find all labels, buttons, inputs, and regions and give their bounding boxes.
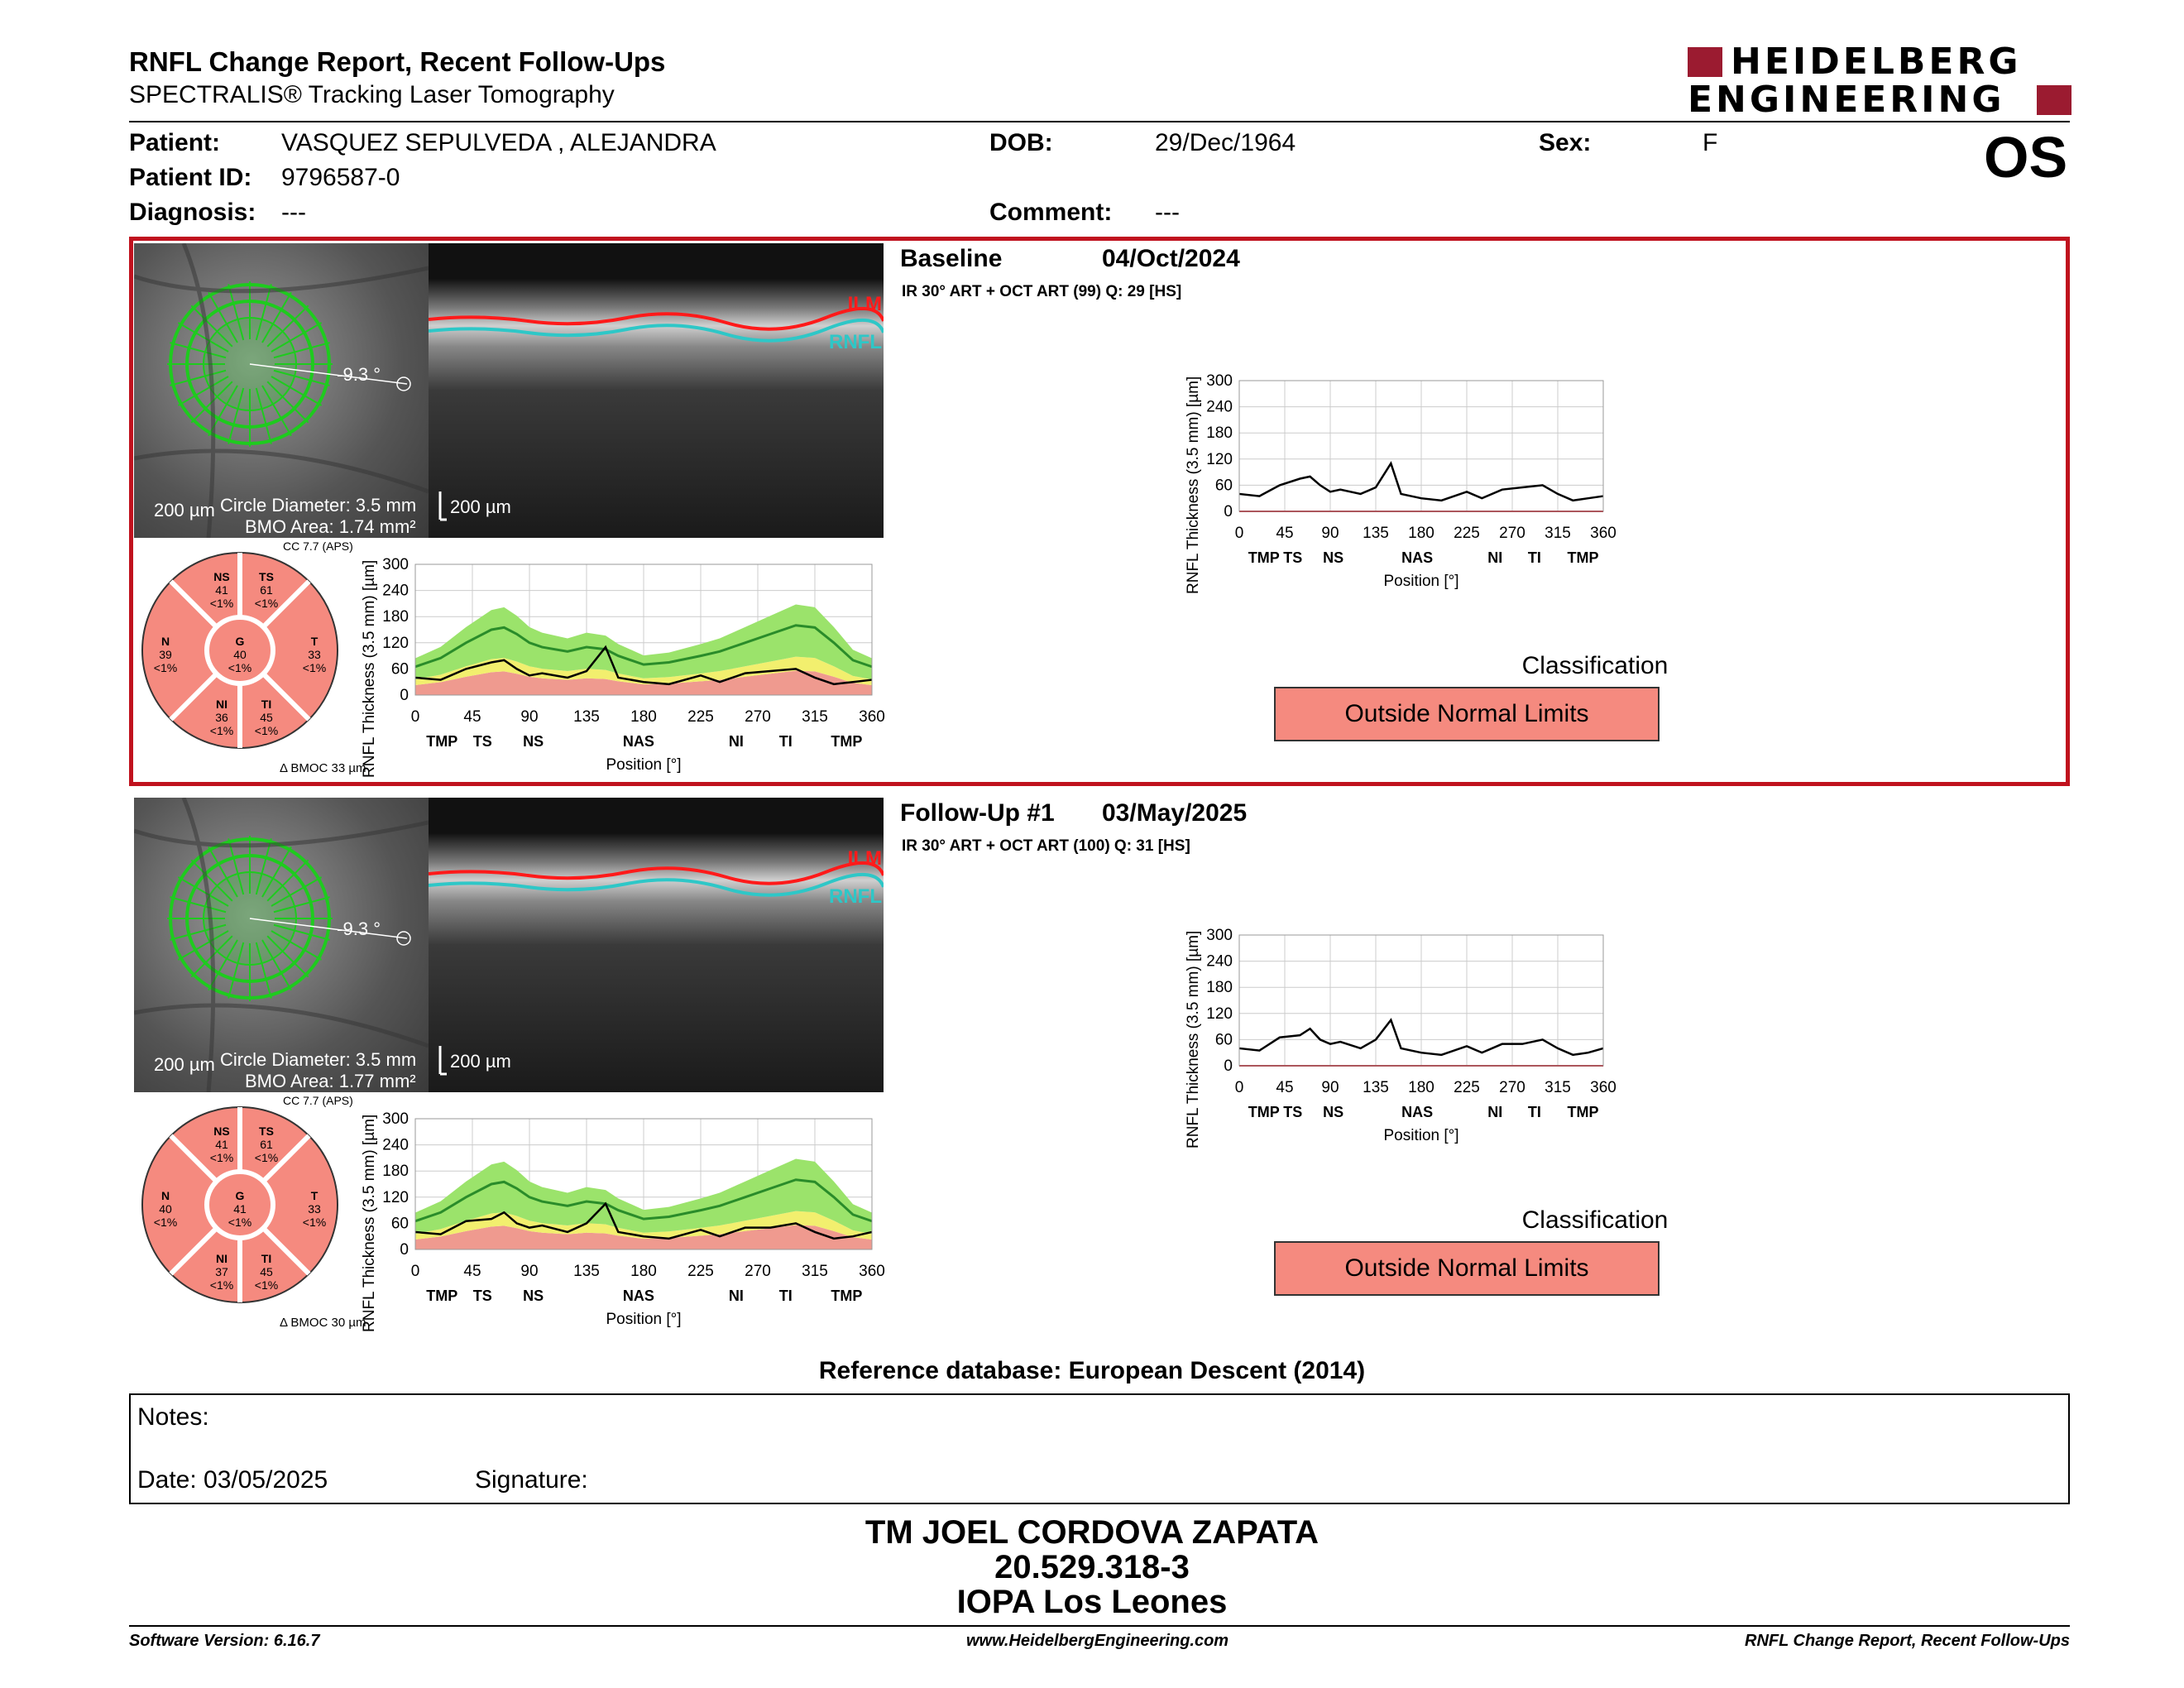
svg-text:<1%: <1%	[209, 597, 234, 610]
circle-diameter: Circle Diameter: 3.5 mm	[220, 1049, 417, 1070]
main-sector-label: TMP	[831, 1288, 863, 1304]
bmo-area: BMO Area: 1.77 mm²	[245, 1071, 416, 1091]
svg-text:<1%: <1%	[302, 661, 327, 674]
oct-bscan	[429, 243, 884, 538]
main-sector-label: TMP	[426, 1288, 458, 1304]
diagnosis-label: Diagnosis:	[129, 199, 256, 226]
main-xlabel: Position [°]	[606, 756, 682, 774]
main-xtick: 315	[802, 1263, 828, 1280]
scan-section-followup	[134, 793, 2062, 1340]
main-xtick: 270	[745, 1263, 771, 1280]
patient-id-value: 9796587-0	[281, 164, 400, 191]
svg-text:<1%: <1%	[209, 1278, 234, 1292]
signer-name: TM JOEL CORDOVA ZAPATA	[864, 1514, 1320, 1551]
main-ytick: 300	[382, 556, 409, 573]
thickness-sector-label: TMP	[1567, 1104, 1599, 1120]
rnfl-label: RNFL	[829, 885, 882, 908]
thickness-ytick: 0	[1224, 1057, 1233, 1075]
main-xtick: 225	[687, 708, 714, 726]
thickness-sector-label: NS	[1323, 549, 1344, 566]
main-xtick: 90	[520, 708, 539, 726]
svg-text:TS: TS	[259, 570, 274, 583]
svg-text:61: 61	[260, 1138, 273, 1151]
svg-text:37: 37	[215, 1265, 228, 1278]
svg-text:NI: NI	[216, 698, 228, 711]
cc-text: CC 7.7 (APS)	[283, 1094, 353, 1107]
thickness-sector-label: TS	[1283, 1104, 1303, 1120]
svg-text:NS: NS	[213, 570, 230, 583]
scan-date: 03/May/2025	[1102, 799, 1248, 827]
main-sector-label: TS	[472, 733, 492, 750]
main-xtick: 360	[859, 1263, 885, 1280]
svg-text:T: T	[310, 1189, 318, 1202]
thickness-ytick: 300	[1206, 927, 1233, 944]
thickness-ylabel: RNFL Thickness (3.5 mm) [µm]	[1185, 376, 1202, 594]
svg-text:33: 33	[308, 1202, 321, 1216]
svg-text:TI: TI	[261, 1252, 272, 1265]
classification-result: Outside Normal Limits	[1274, 1241, 1660, 1296]
thickness-sector-label: TMP	[1567, 549, 1599, 566]
svg-text:<1%: <1%	[228, 661, 252, 674]
thickness-sector-label: TI	[1527, 1104, 1541, 1120]
report-subtitle: SPECTRALIS® Tracking Laser Tomography	[129, 81, 615, 108]
svg-text:<1%: <1%	[254, 1151, 279, 1164]
thickness-sector-label: NAS	[1401, 549, 1434, 566]
thickness-xtick: 0	[1234, 525, 1244, 542]
thickness-ytick: 120	[1206, 1005, 1233, 1023]
svg-text:T: T	[310, 635, 318, 648]
thickness-xtick: 315	[1545, 1079, 1571, 1096]
scan-info: IR 30° ART + OCT ART (100) Q: 31 [HS]	[902, 837, 1190, 855]
main-xtick: 135	[573, 708, 600, 726]
heidelberg-logo: HEIDELBERG ENGINEERING	[1688, 45, 2071, 119]
rnfl-profile-chart	[354, 546, 900, 786]
main-xtick: 135	[573, 1263, 600, 1280]
thickness-xtick: 135	[1363, 1079, 1389, 1096]
circle-diameter: Circle Diameter: 3.5 mm	[220, 495, 417, 516]
svg-text:N: N	[160, 635, 170, 648]
classification-result: Outside Normal Limits	[1274, 687, 1660, 741]
main-xtick: 225	[687, 1263, 714, 1280]
svg-text:39: 39	[159, 648, 172, 661]
main-xtick: 0	[410, 708, 420, 726]
svg-text:<1%: <1%	[209, 724, 234, 737]
scan-angle: -9.3 °	[337, 918, 381, 939]
main-ylabel: RNFL Thickness (3.5 mm) [µm]	[361, 1114, 378, 1332]
fundus-image	[134, 798, 429, 1092]
thickness-ytick: 0	[1224, 503, 1233, 520]
main-ytick: 120	[382, 1188, 409, 1206]
scan-angle: -9.3 °	[337, 364, 381, 385]
notes-date: Date: 03/05/2025	[137, 1466, 328, 1494]
svg-text:<1%: <1%	[228, 1216, 252, 1229]
thickness-ytick: 240	[1206, 952, 1233, 971]
main-xtick: 0	[410, 1263, 420, 1280]
thickness-xtick: 0	[1234, 1079, 1244, 1096]
thickness-ytick: 180	[1206, 979, 1233, 997]
rnfl-thickness-chart	[1160, 362, 1722, 602]
thickness-xtick: 90	[1321, 1079, 1339, 1096]
scan-date: 04/Oct/2024	[1102, 245, 1240, 272]
dob-label: DOB:	[989, 129, 1053, 156]
thickness-sector-label: NS	[1323, 1104, 1344, 1120]
sector-chart	[134, 549, 357, 756]
main-xtick: 315	[802, 708, 828, 726]
bscan-scale: 200 µm	[450, 1051, 511, 1072]
thickness-xlabel: Position [°]	[1383, 573, 1459, 590]
cc-text: CC 7.7 (APS)	[283, 539, 353, 553]
rnfl-thickness-chart	[1160, 917, 1722, 1157]
thickness-sector-label: TMP	[1248, 549, 1280, 566]
svg-text:<1%: <1%	[153, 1216, 178, 1229]
main-sector-label: TMP	[831, 733, 863, 750]
rnfl-profile-chart	[354, 1101, 900, 1340]
main-sector-label: TS	[472, 1288, 492, 1304]
svg-text:NI: NI	[216, 1252, 228, 1265]
svg-text:G: G	[235, 635, 245, 648]
main-sector-label: TMP	[426, 733, 458, 750]
thickness-sector-label: NI	[1487, 1104, 1503, 1120]
bmo-area: BMO Area: 1.74 mm²	[245, 516, 416, 537]
oct-bscan	[429, 798, 884, 1092]
main-sector-label: TI	[778, 1288, 793, 1304]
signer-id: 20.529.318-3	[994, 1549, 1190, 1585]
main-xtick: 90	[520, 1263, 539, 1280]
svg-text:<1%: <1%	[209, 1151, 234, 1164]
svg-text:61: 61	[260, 583, 273, 597]
svg-text:<1%: <1%	[302, 1216, 327, 1229]
thickness-ytick: 300	[1206, 372, 1233, 390]
main-ylabel: RNFL Thickness (3.5 mm) [µm]	[361, 559, 378, 778]
main-xtick: 270	[745, 708, 771, 726]
main-sector-label: NS	[523, 733, 544, 750]
main-sector-label: NAS	[622, 733, 654, 750]
main-ytick: 0	[400, 1241, 409, 1259]
fundus-scale: 200 µm	[154, 1054, 215, 1075]
thickness-ytick: 240	[1206, 398, 1233, 416]
svg-text:NS: NS	[213, 1125, 230, 1138]
thickness-xtick: 270	[1499, 525, 1525, 542]
thickness-ytick: 180	[1206, 424, 1233, 443]
main-xtick: 45	[463, 1263, 481, 1280]
svg-text:<1%: <1%	[153, 661, 178, 674]
footer-report-name: RNFL Change Report, Recent Follow-Ups	[1745, 1632, 2070, 1650]
scan-heading: Baseline	[900, 245, 1003, 272]
diagnosis-value: ---	[281, 199, 306, 226]
svg-text:41: 41	[215, 1138, 228, 1151]
thickness-xtick: 360	[1590, 1079, 1616, 1096]
thickness-ylabel: RNFL Thickness (3.5 mm) [µm]	[1185, 930, 1202, 1149]
thickness-xtick: 135	[1363, 525, 1389, 542]
svg-text:41: 41	[233, 1202, 247, 1216]
signer-place: IOPA Los Leones	[956, 1584, 1228, 1620]
thickness-xtick: 270	[1499, 1079, 1525, 1096]
bmoc-text: Δ BMOC 33 µm	[280, 761, 366, 775]
main-ytick: 60	[390, 1215, 409, 1233]
sector-chart	[134, 1104, 357, 1311]
thickness-sector-label: NAS	[1401, 1104, 1434, 1120]
signature-label: Signature:	[475, 1466, 588, 1494]
main-sector-label: NI	[728, 733, 744, 750]
thickness-xtick: 45	[1276, 525, 1294, 542]
main-xtick: 45	[463, 708, 481, 726]
scan-info: IR 30° ART + OCT ART (99) Q: 29 [HS]	[902, 283, 1182, 300]
thickness-xlabel: Position [°]	[1383, 1127, 1459, 1144]
fundus-scale: 200 µm	[154, 500, 215, 520]
thickness-xtick: 225	[1454, 1079, 1480, 1096]
thickness-xtick: 180	[1408, 525, 1434, 542]
thickness-sector-label: TI	[1527, 549, 1541, 566]
thickness-ytick: 60	[1214, 477, 1233, 495]
ilm-label: ILM	[847, 293, 882, 315]
classification-title: Classification	[1521, 1206, 1669, 1234]
thickness-xtick: 45	[1276, 1079, 1294, 1096]
main-ytick: 120	[382, 634, 409, 652]
svg-text:40: 40	[159, 1202, 172, 1216]
eye-indicator: OS	[1984, 125, 2068, 189]
svg-text:40: 40	[233, 648, 247, 661]
thickness-xtick: 360	[1590, 525, 1616, 542]
report-title: RNFL Change Report, Recent Follow-Ups	[129, 46, 666, 77]
fundus-image	[134, 243, 429, 538]
bscan-scale: 200 µm	[450, 496, 511, 517]
classification-title: Classification	[1521, 652, 1669, 679]
svg-text:<1%: <1%	[254, 597, 279, 610]
thickness-sector-label: TS	[1283, 549, 1303, 566]
bmoc-text: Δ BMOC 30 µm	[280, 1316, 366, 1330]
sex-value: F	[1703, 129, 1718, 156]
main-ytick: 180	[382, 1163, 409, 1181]
fundus-overlay	[134, 798, 429, 1092]
main-xlabel: Position [°]	[606, 1311, 682, 1328]
thickness-ytick: 120	[1206, 450, 1233, 468]
main-ytick: 180	[382, 608, 409, 626]
main-sector-label: NS	[523, 1288, 544, 1304]
main-xtick: 180	[630, 708, 657, 726]
rnfl-label: RNFL	[829, 331, 882, 353]
notes-label: Notes:	[137, 1403, 209, 1431]
main-sector-label: TI	[778, 733, 793, 750]
thickness-ytick: 60	[1214, 1031, 1233, 1049]
scan-section-baseline	[134, 238, 2062, 786]
svg-text:41: 41	[215, 583, 228, 597]
thickness-xtick: 180	[1408, 1079, 1434, 1096]
fundus-overlay	[134, 243, 429, 538]
svg-text:TS: TS	[259, 1125, 274, 1138]
svg-text:<1%: <1%	[254, 724, 279, 737]
thickness-sector-label: NI	[1487, 549, 1503, 566]
comment-label: Comment:	[989, 199, 1113, 226]
svg-text:G: G	[235, 1189, 245, 1202]
main-ytick: 60	[390, 660, 409, 679]
main-ytick: 0	[400, 687, 409, 704]
thickness-xtick: 315	[1545, 525, 1571, 542]
notes-box	[129, 1393, 2070, 1504]
patient-label: Patient:	[129, 129, 221, 156]
dob-value: 29/Dec/1964	[1155, 129, 1296, 156]
sex-label: Sex:	[1539, 129, 1592, 156]
main-sector-label: NAS	[622, 1288, 654, 1304]
main-ytick: 240	[382, 1136, 409, 1154]
svg-text:<1%: <1%	[254, 1278, 279, 1292]
main-ytick: 300	[382, 1110, 409, 1128]
main-ytick: 240	[382, 582, 409, 600]
svg-text:36: 36	[215, 711, 228, 724]
thickness-sector-label: TMP	[1248, 1104, 1280, 1120]
scan-heading: Follow-Up #1	[900, 799, 1055, 827]
patient-id-label: Patient ID:	[129, 164, 252, 191]
main-xtick: 360	[859, 708, 885, 726]
reference-database: Reference database: European Descent (2014)	[818, 1357, 1366, 1384]
svg-text:33: 33	[308, 648, 321, 661]
website: www.HeidelbergEngineering.com	[966, 1632, 1229, 1650]
main-xtick: 180	[630, 1263, 657, 1280]
svg-text:45: 45	[260, 1265, 273, 1278]
bscan-layers	[429, 798, 884, 1092]
svg-text:N: N	[160, 1189, 170, 1202]
svg-text:TI: TI	[261, 698, 272, 711]
patient-name: VASQUEZ SEPULVEDA , ALEJANDRA	[281, 129, 716, 156]
thickness-xtick: 90	[1321, 525, 1339, 542]
main-sector-label: NI	[728, 1288, 744, 1304]
thickness-xtick: 225	[1454, 525, 1480, 542]
comment-value: ---	[1155, 199, 1180, 226]
software-version: Software Version: 6.16.7	[129, 1632, 320, 1650]
svg-text:45: 45	[260, 711, 273, 724]
ilm-label: ILM	[847, 847, 882, 870]
bscan-layers	[429, 243, 884, 538]
